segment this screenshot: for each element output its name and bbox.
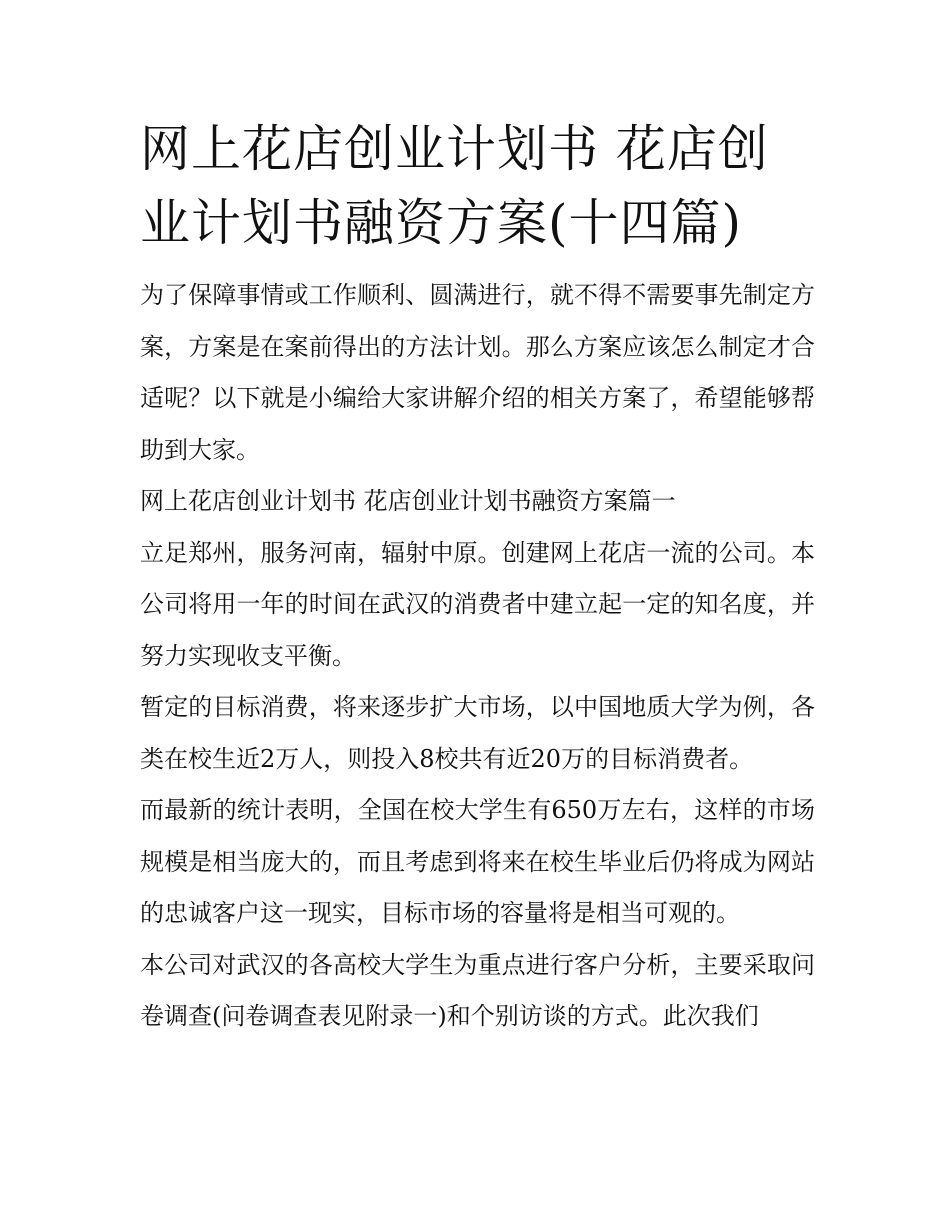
section-heading: 网上花店创业计划书 花店创业计划书融资方案篇一 xyxy=(140,487,676,515)
document-page xyxy=(140,112,815,1043)
body-paragraph: 立足郑州，服务河南，辐射中原。创建网上花店一流的公司。本公司将用一年的时间在武汉的消费者中建立起一定的知名度，并努力实现收支平衡。 xyxy=(140,538,815,670)
body-paragraph: 本公司对武汉的各高校大学生为重点进行客户分析，主要采取问卷调查(问卷调查表见附录一)和个别访谈的方式。此次我们 xyxy=(140,950,815,1030)
body-paragraph: 而最新的统计表明，全国在校大学生有650万左右，这样的市场规模是相当庞大的，而且考虑到将来在校生毕业后仍将成为网站的忠诚客户这一现实，目标市场的容量将是相当可观的。 xyxy=(140,796,815,927)
body-paragraph: 暂定的目标消费，将来逐步扩大市场，以中国地质大学为例，各类在校生近2万人，则投入8校共有近20万的目标消费者。 xyxy=(140,693,815,773)
intro-paragraph: 为了保障事情或工作顺利、圆满进行，就不得不需要事先制定方案，方案是在案前得出的方法计划。那么方案应该怎么制定才合适呢？以下就是小编给大家讲解介绍的相关方案了，希望能够帮助到大家。 xyxy=(140,281,815,464)
document-title: 网上花店创业计划书 花店创业计划书融资方案(十四篇) xyxy=(140,120,769,252)
